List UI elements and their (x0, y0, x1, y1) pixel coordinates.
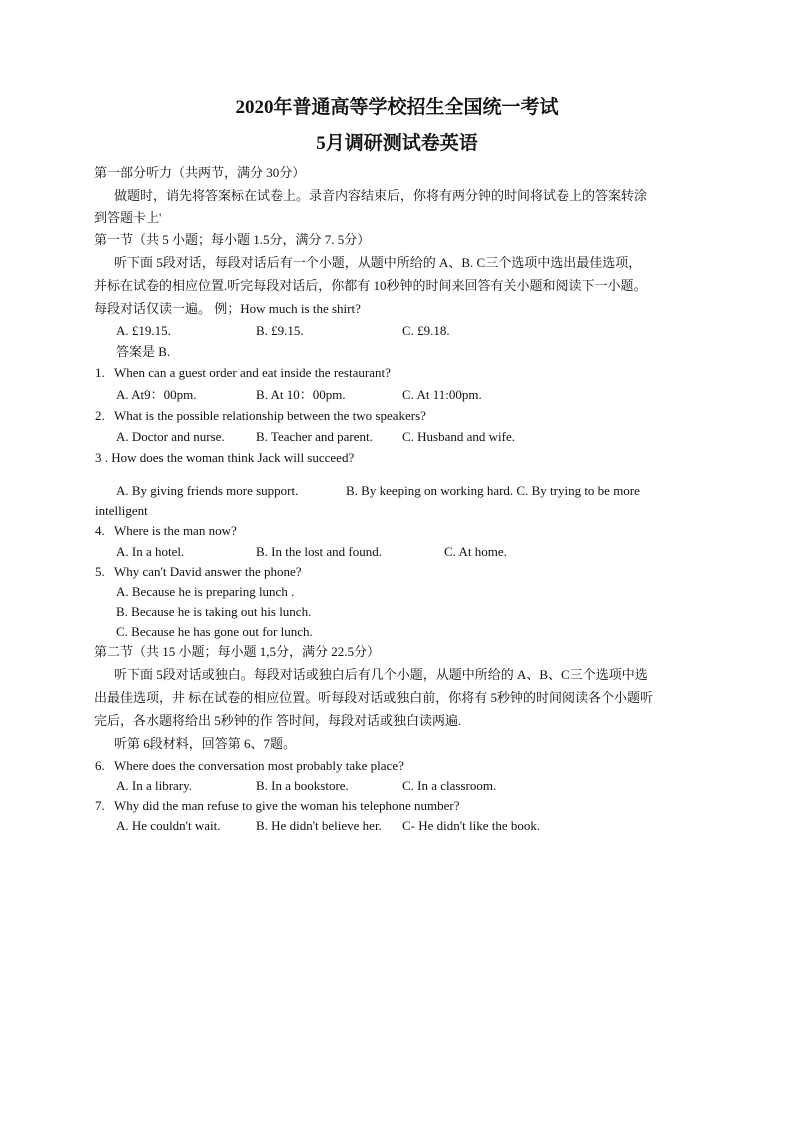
exam-title: 2020年普通高等学校招生全国统一考试 (235, 97, 559, 118)
q4-option-c: C. At home. (444, 544, 507, 559)
q1-option-a: A. At9：00pm. (116, 387, 197, 402)
section1-heading: 第一节（共 5 小题；每小题 1.5分，满分 7. 5分） (94, 232, 371, 247)
section1-line3: 每段对话仅读一遍。 例；How much is the shirt? (94, 301, 361, 316)
section2-line3: 完后，各水题将给出 5秒钟的作 答时间，每段对话或独白读两遍. (94, 713, 462, 728)
question-4-text: Where is the man now? (114, 523, 237, 538)
q7-option-a: A. He couldn't wait. (116, 818, 221, 833)
section2-material: 听第 6段材料，回答第 6、7题。 (114, 736, 297, 751)
question-2-text: What is the possible relationship between the two speakers? (114, 408, 426, 423)
question-number: 5. (95, 564, 105, 579)
question-number: 2. (95, 408, 105, 423)
example-option-b: B. £9.15. (256, 323, 304, 338)
question-number: 7. (95, 798, 105, 813)
section2-line1: 听下面 5段对话或独白。每段对话或独白后有几个小题，从题中所给的 A、B、C三个选项中选 (114, 667, 648, 682)
q7-option-c: C- He didn't like the book. (402, 818, 541, 833)
q4-option-a: A. In a hotel. (116, 544, 185, 559)
part1-heading: 第一部分听力（共两节，满分 30分） (94, 165, 306, 180)
example-option-c: C. £9.18. (402, 323, 450, 338)
q6-option-a: A. In a library. (116, 778, 193, 793)
question-6-text: Where does the conversation most probably take place? (114, 758, 404, 773)
example-answer: 答案是 B. (116, 344, 171, 359)
q5-option-a: A. Because he is preparing lunch . (116, 584, 295, 599)
q3-option-continuation: intelligent (95, 503, 148, 518)
q2-option-c: C. Husband and wife. (402, 429, 516, 444)
question-1-text: When can a guest order and eat inside the restaurant? (114, 365, 391, 380)
question-number: 4. (95, 523, 105, 538)
q6-option-b: B. In a bookstore. (256, 778, 349, 793)
example-option-a: A. £19.15. (116, 323, 171, 338)
instructions-line1: 做题时，诮先将答案标在试卷上。录音内容结束后，你将有两分钟的时间将试卷上的答案转涂 (114, 188, 648, 203)
q1-option-c: C. At 11:00pm. (402, 387, 482, 402)
section2-heading: 第二节（共 15 小题；每小题 1,5分，满分 22.5分） (94, 644, 381, 659)
q6-option-c: C. In a classroom. (402, 778, 497, 793)
q3-option-b-c: B. By keeping on working hard. C. By trying to be more (346, 483, 640, 498)
question-number: 6. (95, 758, 105, 773)
q1-option-b: B. At 10：00pm. (256, 387, 346, 402)
question-3-text: 3 . How does the woman think Jack will succeed? (95, 450, 355, 465)
instructions-line2: 到答题卡上' (94, 210, 162, 225)
section1-line2: 并标在试卷的相应位置.听完每段对话后，你都有 10秒钟的时间来回答有关小题和阅读下一小题。 (94, 278, 647, 293)
q5-option-c: C. Because he has gone out for lunch. (116, 624, 313, 639)
q2-option-b: B. Teacher and parent. (256, 429, 373, 444)
q3-option-a: A. By giving friends more support. (116, 483, 299, 498)
q5-option-b: B. Because he is taking out his lunch. (116, 604, 312, 619)
question-number: 1. (95, 365, 105, 380)
section2-line2: 出最佳选项，井 标在试卷的相应位置。听每段对话或独白前，你将有 5秒钟的时间阅读各个小题听 (94, 690, 654, 705)
q7-option-b: B. He didn't believe her. (256, 818, 382, 833)
q2-option-a: A. Doctor and nurse. (116, 429, 225, 444)
question-5-text: Why can't David answer the phone? (114, 564, 302, 579)
question-7-text: Why did the man refuse to give the woman his telephone number? (114, 798, 460, 813)
exam-subtitle: 5月调研测试卷英语 (316, 133, 478, 154)
section1-line1: 听下面 5段对话，每段对话后有一个小题，从题中所给的 A、B. C三个选项中选出最佳选项， (114, 255, 642, 270)
q4-option-b: B. In the lost and found. (256, 544, 383, 559)
